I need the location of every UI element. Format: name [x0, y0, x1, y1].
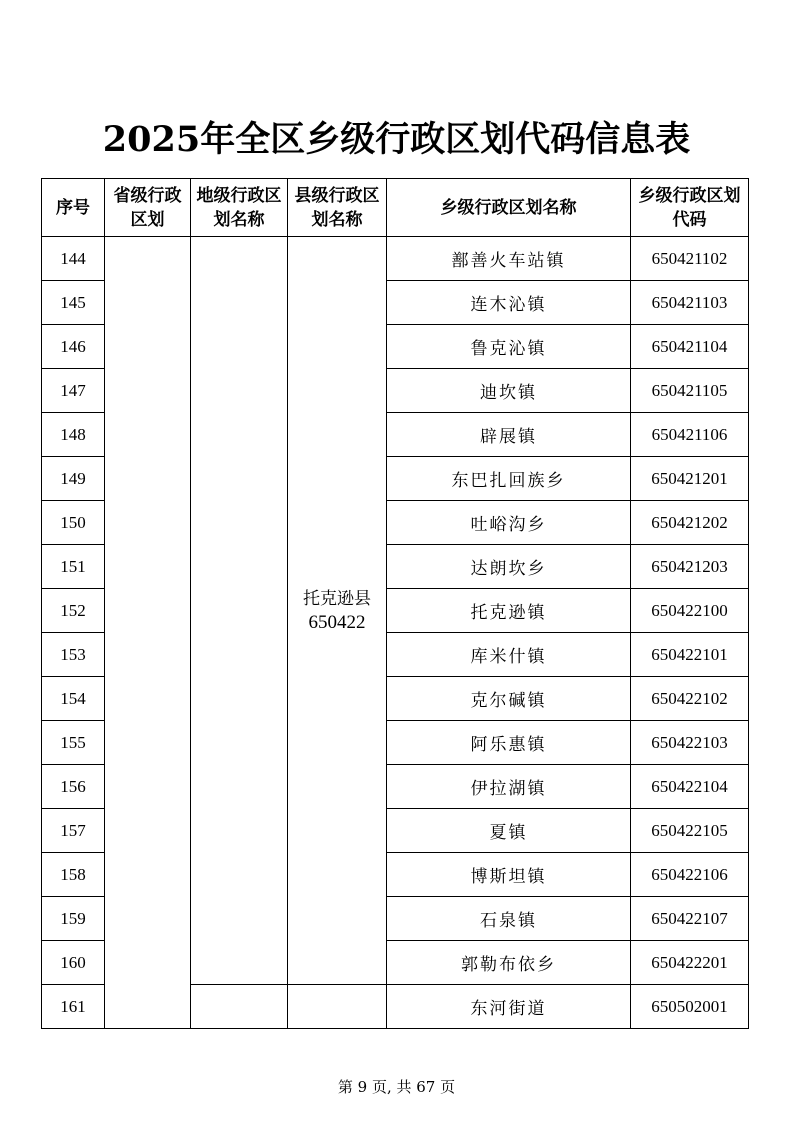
- row-name: 鲁克沁镇: [387, 325, 631, 369]
- row-seq: 159: [42, 897, 105, 941]
- header-township: 乡级行政区划名称: [387, 179, 631, 237]
- row-name: 东河街道: [387, 985, 631, 1029]
- row-seq: 155: [42, 721, 105, 765]
- county-cell-next: [288, 985, 387, 1029]
- row-seq: 154: [42, 677, 105, 721]
- row-seq: 157: [42, 809, 105, 853]
- prefecture-cell: [191, 237, 288, 985]
- row-code: 650422107: [631, 897, 749, 941]
- row-code: 650422104: [631, 765, 749, 809]
- header-county-text: 县级行政区划名称: [294, 185, 380, 230]
- row-seq: 161: [42, 985, 105, 1029]
- table-header-row: [42, 179, 749, 237]
- row-name: 伊拉湖镇: [387, 765, 631, 809]
- row-seq: 144: [42, 237, 105, 281]
- row-name: 阿乐惠镇: [387, 721, 631, 765]
- row-code: 650502001: [631, 985, 749, 1029]
- row-seq: 149: [42, 457, 105, 501]
- row-name: 迪坎镇: [387, 369, 631, 413]
- row-code: 650422201: [631, 941, 749, 985]
- row-code: 650421203: [631, 545, 749, 589]
- county-cell: [288, 237, 387, 985]
- row-seq: 153: [42, 633, 105, 677]
- row-seq: 145: [42, 281, 105, 325]
- row-seq: 146: [42, 325, 105, 369]
- row-name: 鄯善火车站镇: [387, 237, 631, 281]
- row-code: 650422102: [631, 677, 749, 721]
- header-county: [288, 179, 387, 237]
- row-seq: 148: [42, 413, 105, 457]
- row-code: 650422101: [631, 633, 749, 677]
- header-code-text: 乡级行政区划代码: [638, 185, 741, 230]
- row-code: 650422103: [631, 721, 749, 765]
- prefecture-cell-next: [191, 985, 288, 1029]
- row-code: 650422106: [631, 853, 749, 897]
- row-code: 650422105: [631, 809, 749, 853]
- row-name: 达朗坎乡: [387, 545, 631, 589]
- row-code: 650421202: [631, 501, 749, 545]
- county-code: 650422: [308, 611, 366, 633]
- row-code: 650421102: [631, 237, 749, 281]
- province-cell: [105, 237, 191, 1029]
- row-seq: 151: [42, 545, 105, 589]
- table-row: [42, 237, 749, 281]
- row-name: 库米什镇: [387, 633, 631, 677]
- row-seq: 152: [42, 589, 105, 633]
- header-seq: 序号: [42, 179, 105, 237]
- row-name: 吐峪沟乡: [387, 501, 631, 545]
- row-code: 650421106: [631, 413, 749, 457]
- row-code: 650421104: [631, 325, 749, 369]
- row-code: 650422100: [631, 589, 749, 633]
- row-seq: 147: [42, 369, 105, 413]
- county-name: 托克逊县: [303, 588, 371, 609]
- row-seq: 160: [42, 941, 105, 985]
- row-seq: 150: [42, 501, 105, 545]
- header-province: [105, 179, 191, 237]
- row-name: 辟展镇: [387, 413, 631, 457]
- row-seq: 158: [42, 853, 105, 897]
- row-name: 克尔碱镇: [387, 677, 631, 721]
- header-province-text: 省级行政区划: [113, 185, 182, 230]
- row-name: 郭勒布依乡: [387, 941, 631, 985]
- division-code-table: [41, 178, 749, 1029]
- row-code: 650421103: [631, 281, 749, 325]
- row-code: 650421201: [631, 457, 749, 501]
- row-name: 石泉镇: [387, 897, 631, 941]
- header-prefecture: [191, 179, 288, 237]
- page-footer: 第 9 页, 共 67 页: [337, 1078, 456, 1096]
- row-name: 东巴扎回族乡: [387, 457, 631, 501]
- row-name: 博斯坦镇: [387, 853, 631, 897]
- header-code: [631, 179, 749, 237]
- page-title: 2025年全区乡级行政区划代码信息表: [102, 119, 691, 160]
- row-code: 650421105: [631, 369, 749, 413]
- header-prefecture-text: 地级行政区划名称: [196, 185, 282, 230]
- row-name: 托克逊镇: [387, 589, 631, 633]
- row-name: 夏镇: [387, 809, 631, 853]
- row-seq: 156: [42, 765, 105, 809]
- row-name: 连木沁镇: [387, 281, 631, 325]
